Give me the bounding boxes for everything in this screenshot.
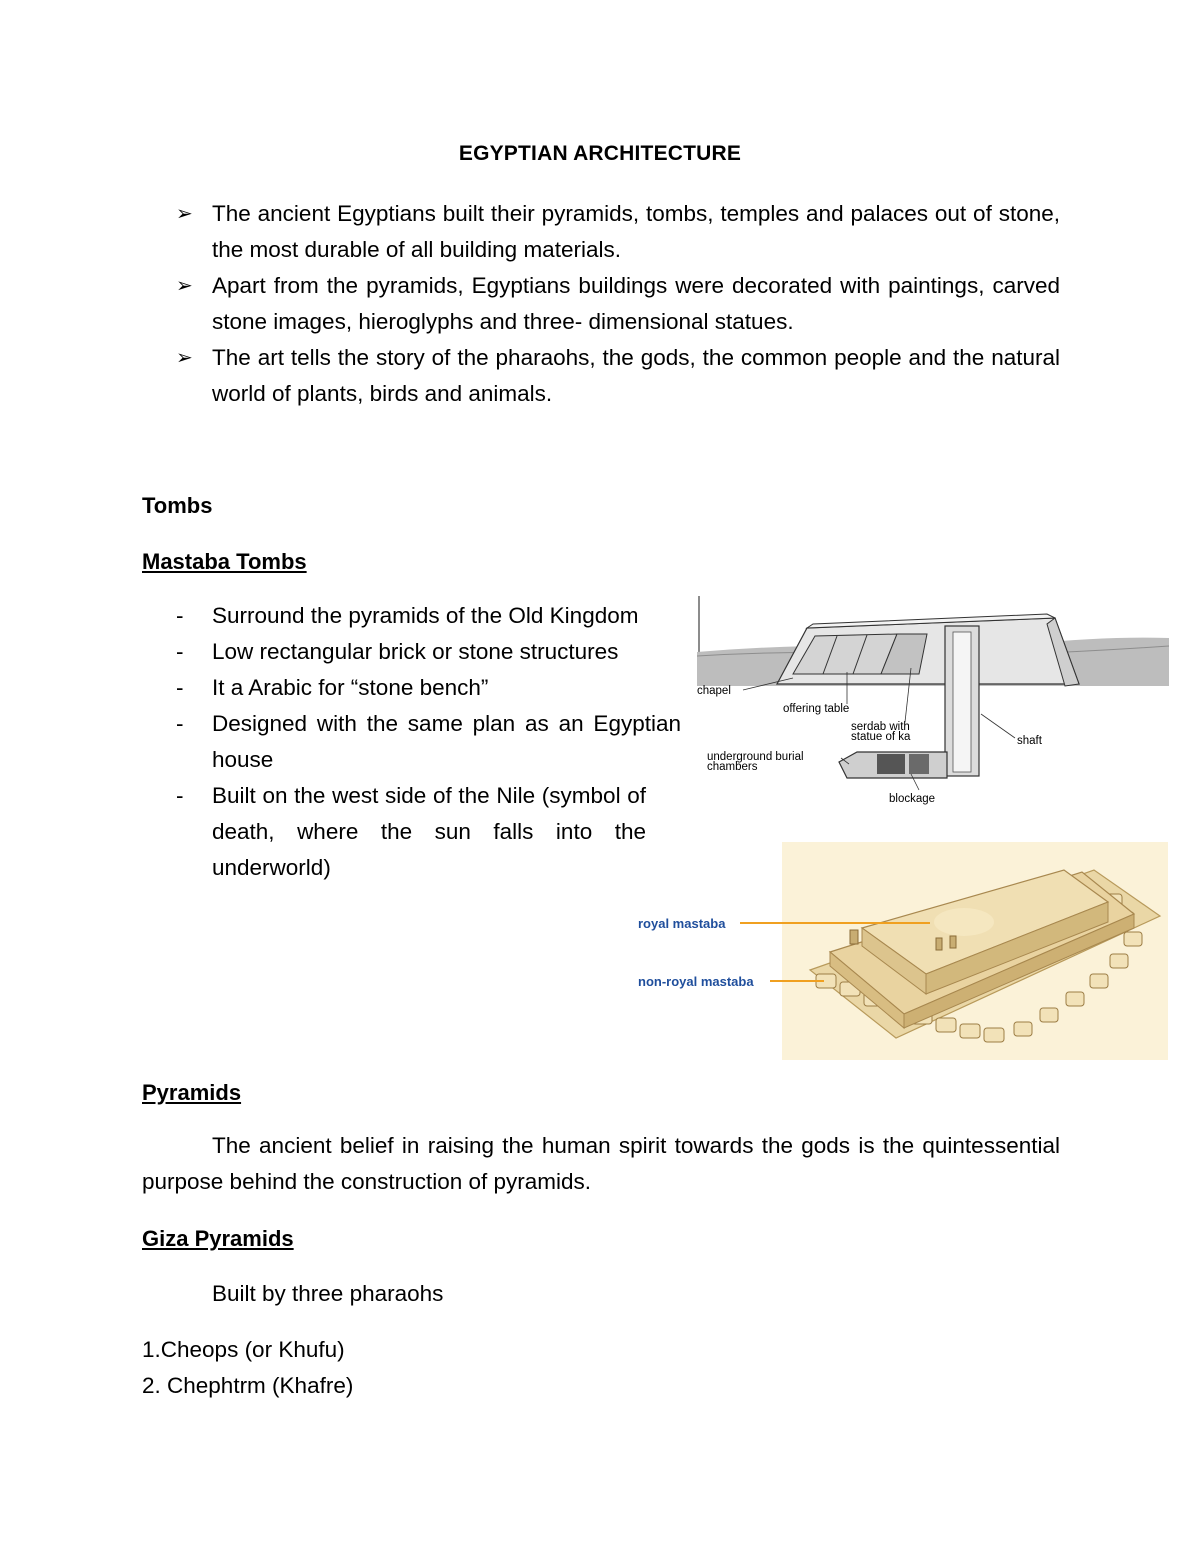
dash-bullet: - [176,603,184,628]
figure-label-serdab-line1: serdab with [851,721,910,733]
giza-intro: Built by three pharaohs [212,1281,444,1306]
pyramids-paragraph: The ancient belief in raising the human spirit towards the gods is the quintessential purpose behind the construction of pyramids. [142,1133,1060,1194]
list-item: - Designed with the same plan as an Egyptian house [176,706,681,778]
list-item: - It a Arabic for “stone bench” [176,670,681,706]
list-item: ➢ Apart from the pyramids, Egyptians buildings were decorated with paintings, carved stone images, hieroglyphs and three- dimensional statues. [176,268,1060,340]
mastaba-heading: Mastaba Tombs [142,549,307,574]
arrow-bullet-icon: ➢ [176,347,193,369]
arrow-bullet-icon: ➢ [176,275,193,297]
arrow-bullet-icon: ➢ [176,203,193,225]
list-item: - Built on the west side of the Nile (symbol of death, where the sun falls into the underworld) [176,778,646,886]
dash-bullet: - [176,783,184,808]
figure-label-chapel: chapel [697,685,731,697]
list-item: 1.Cheops (or Khufu) [142,1337,345,1362]
figure-label-offering-table: offering table [783,703,850,715]
list-item: ➢ The ancient Egyptians built their pyramids, tombs, temples and palaces out of stone, the most durable of all building materials. [176,196,1060,268]
figure-label-underground-line2: chambers [707,761,758,773]
dash-bullet: - [176,675,184,700]
figure-label-non-royal-mastaba: non-royal mastaba [638,974,754,989]
figure-label-shaft: shaft [1017,735,1042,747]
dash-bullet: - [176,639,184,664]
figure-label-underground-line1: underground burial [707,751,804,763]
mastaba-cutaway-figure [697,594,1169,812]
giza-heading: Giza Pyramids [142,1226,294,1251]
list-item: ➢ The art tells the story of the pharaohs, the gods, the common people and the natural world of plants, birds and animals. [176,340,1060,412]
mastaba-points-list [176,598,681,886]
pyramids-heading: Pyramids [142,1080,242,1105]
page-title: EGYPTIAN ARCHITECTURE [458,142,742,165]
figure-label-royal-mastaba: royal mastaba [638,916,726,931]
list-item: - Surround the pyramids of the Old Kingdom [176,598,681,634]
figure-label-blockage: blockage [889,793,936,805]
intro-bullet-list [176,196,1060,412]
royal-mastaba-figure [634,842,1168,1060]
tombs-heading: Tombs [142,493,213,518]
list-item: - Low rectangular brick or stone structures [176,634,681,670]
list-item: 2. Chephtrm (Khafre) [142,1373,354,1398]
figure-label-serdab-line2: statue of ka [851,731,911,743]
dash-bullet: - [176,711,184,736]
